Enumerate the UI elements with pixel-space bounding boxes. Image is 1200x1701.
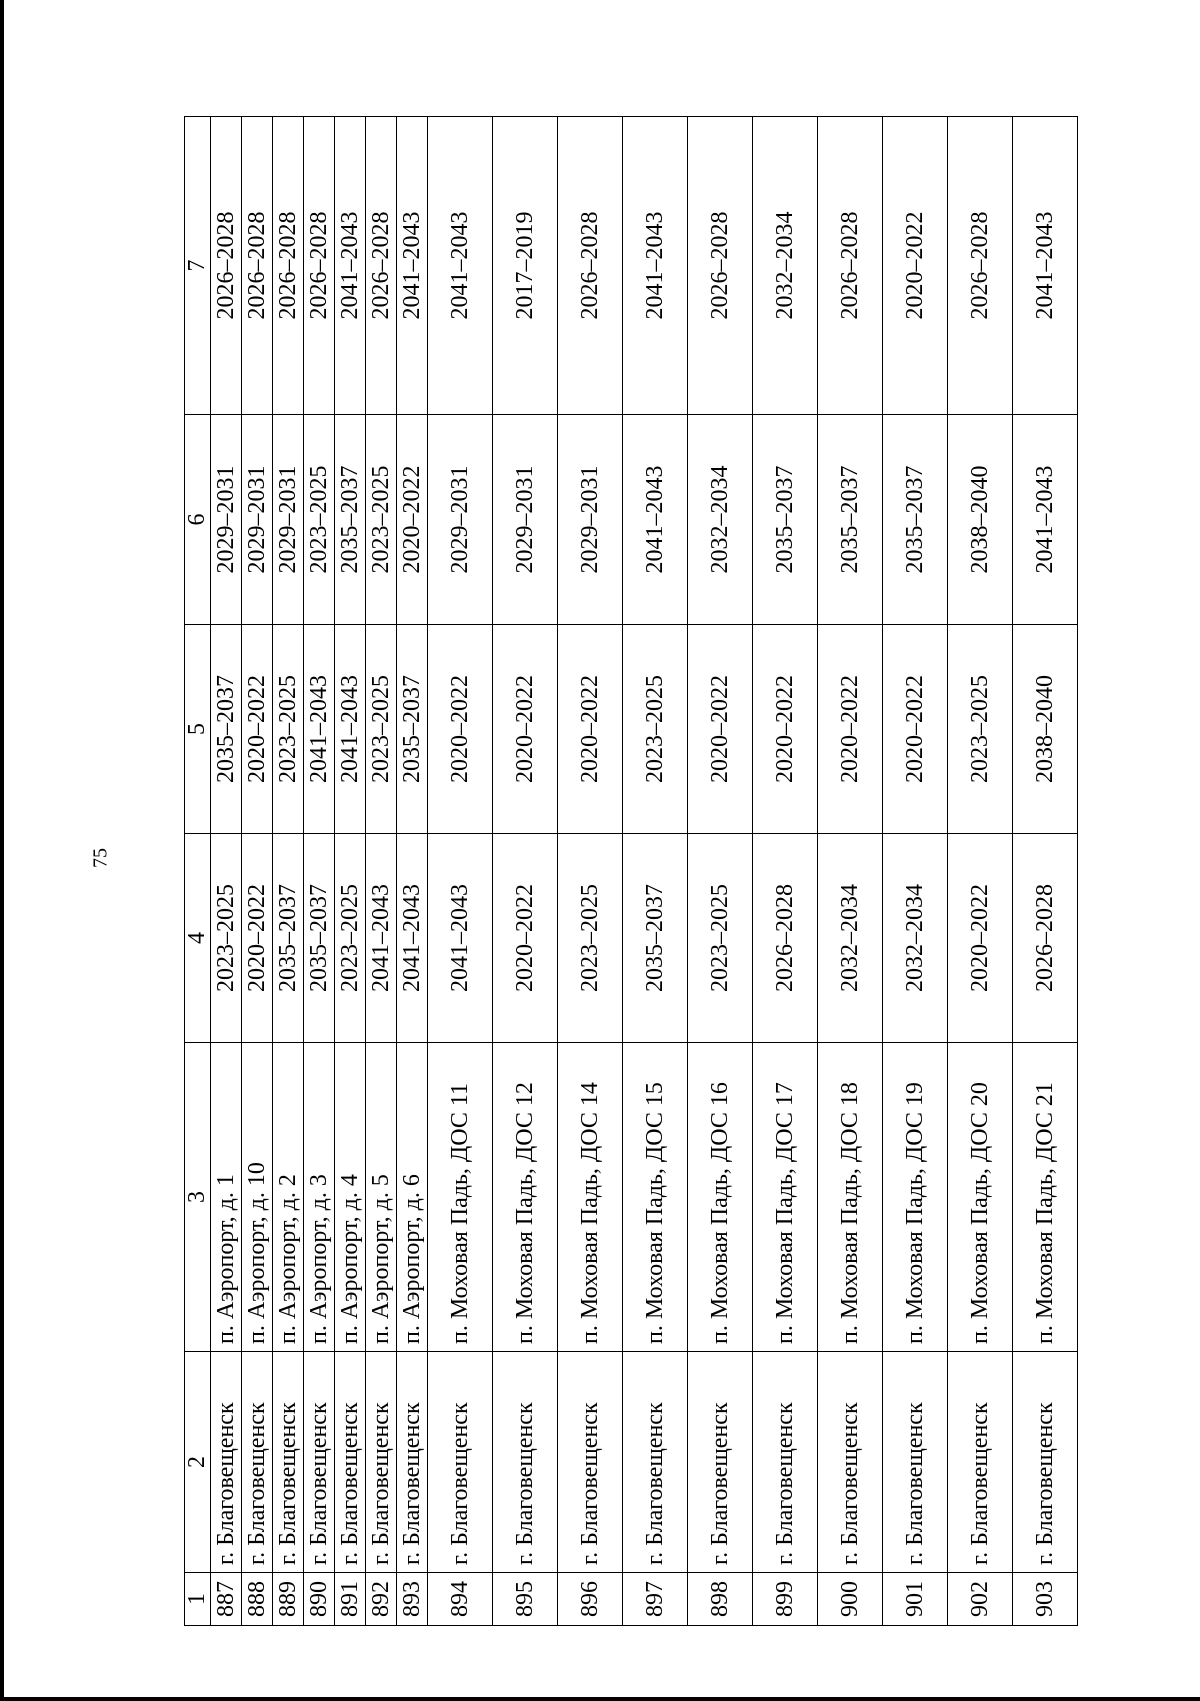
city-cell: г. Благовещенск (753, 1352, 818, 1573)
period-col5-cell: 2020–2022 (818, 625, 883, 834)
city-cell: г. Благовещенск (335, 1352, 366, 1573)
period-col4-cell: 2032–2034 (883, 834, 948, 1043)
row-number-cell: 891 (335, 1573, 366, 1626)
period-col7-cell: 2041–2043 (1013, 117, 1078, 415)
period-col7-cell: 2026–2028 (558, 117, 623, 415)
city-cell: г. Благовещенск (211, 1352, 242, 1573)
period-col5-cell: 2020–2022 (688, 625, 753, 834)
city-cell: г. Благовещенск (883, 1352, 948, 1573)
table-row (397, 117, 428, 1626)
row-number-cell: 903 (1013, 1573, 1078, 1626)
column-header-5: 5 (185, 625, 211, 834)
address-cell: п. Моховая Падь, ДОС 16 (688, 1043, 753, 1352)
period-col6-cell: 2029–2031 (211, 415, 242, 625)
address-cell: п. Аэропорт, д. 2 (273, 1043, 304, 1352)
period-col6-cell: 2029–2031 (493, 415, 558, 625)
column-header-6: 6 (185, 415, 211, 625)
period-col5-cell: 2023–2025 (948, 625, 1013, 834)
period-col6-cell: 2038–2040 (948, 415, 1013, 625)
period-col7-cell: 2026–2028 (242, 117, 273, 415)
city-cell: г. Благовещенск (493, 1352, 558, 1573)
page-number: 75 (89, 848, 112, 868)
period-col4-cell: 2041–2043 (397, 834, 428, 1043)
period-col4-cell: 2041–2043 (428, 834, 493, 1043)
period-col4-cell: 2035–2037 (273, 834, 304, 1043)
address-cell: п. Моховая Падь, ДОС 17 (753, 1043, 818, 1352)
period-col5-cell: 2038–2040 (1013, 625, 1078, 834)
row-number-cell: 893 (397, 1573, 428, 1626)
period-col6-cell: 2029–2031 (242, 415, 273, 625)
period-col7-cell: 2026–2028 (366, 117, 397, 415)
table-row (273, 117, 304, 1626)
row-number-cell: 888 (242, 1573, 273, 1626)
period-col5-cell: 2020–2022 (428, 625, 493, 834)
row-number-cell: 898 (688, 1573, 753, 1626)
city-cell: г. Благовещенск (366, 1352, 397, 1573)
city-cell: г. Благовещенск (304, 1352, 335, 1573)
table-row (428, 117, 493, 1626)
period-col7-cell: 2026–2028 (273, 117, 304, 415)
column-header-1: 1 (185, 1573, 211, 1626)
row-number-cell: 900 (818, 1573, 883, 1626)
period-col7-cell: 2026–2028 (818, 117, 883, 415)
period-col4-cell: 2035–2037 (623, 834, 688, 1043)
period-col4-cell: 2032–2034 (818, 834, 883, 1043)
table-row (304, 117, 335, 1626)
period-col4-cell: 2020–2022 (948, 834, 1013, 1043)
address-cell: п. Аэропорт, д. 6 (397, 1043, 428, 1352)
period-col4-cell: 2020–2022 (493, 834, 558, 1043)
period-col7-cell: 2026–2028 (304, 117, 335, 415)
address-cell: п. Моховая Падь, ДОС 20 (948, 1043, 1013, 1352)
period-col6-cell: 2035–2037 (818, 415, 883, 625)
row-number-cell: 896 (558, 1573, 623, 1626)
period-col5-cell: 2020–2022 (493, 625, 558, 834)
period-col5-cell: 2035–2037 (397, 625, 428, 834)
table-row (753, 117, 818, 1626)
address-cell: п. Моховая Падь, ДОС 12 (493, 1043, 558, 1352)
address-cell: п. Моховая Падь, ДОС 11 (428, 1043, 493, 1352)
row-number-cell: 892 (366, 1573, 397, 1626)
period-col7-cell: 2026–2028 (948, 117, 1013, 415)
address-cell: п. Моховая Падь, ДОС 18 (818, 1043, 883, 1352)
city-cell: г. Благовещенск (428, 1352, 493, 1573)
period-col6-cell: 2041–2043 (1013, 415, 1078, 625)
period-col6-cell: 2023–2025 (304, 415, 335, 625)
table-row (366, 117, 397, 1626)
period-col7-cell: 2020–2022 (883, 117, 948, 415)
row-number-cell: 897 (623, 1573, 688, 1626)
period-col7-cell: 2041–2043 (623, 117, 688, 415)
row-number-cell: 902 (948, 1573, 1013, 1626)
address-cell: п. Моховая Падь, ДОС 15 (623, 1043, 688, 1352)
period-col4-cell: 2026–2028 (1013, 834, 1078, 1043)
period-col5-cell: 2020–2022 (753, 625, 818, 834)
column-header-2: 2 (185, 1352, 211, 1573)
city-cell: г. Благовещенск (242, 1352, 273, 1573)
table-row (493, 117, 558, 1626)
period-col5-cell: 2020–2022 (883, 625, 948, 834)
period-col6-cell: 2029–2031 (428, 415, 493, 625)
period-col4-cell: 2041–2043 (366, 834, 397, 1043)
period-col7-cell: 2041–2043 (397, 117, 428, 415)
period-col4-cell: 2023–2025 (688, 834, 753, 1043)
address-cell: п. Аэропорт, д. 3 (304, 1043, 335, 1352)
column-header-3: 3 (185, 1043, 211, 1352)
address-cell: п. Аэропорт, д. 10 (242, 1043, 273, 1352)
city-cell: г. Благовещенск (397, 1352, 428, 1573)
address-cell: п. Аэропорт, д. 5 (366, 1043, 397, 1352)
period-col5-cell: 2041–2043 (304, 625, 335, 834)
city-cell: г. Благовещенск (688, 1352, 753, 1573)
period-col4-cell: 2026–2028 (753, 834, 818, 1043)
column-header-7: 7 (185, 117, 211, 415)
period-col5-cell: 2035–2037 (211, 625, 242, 834)
period-col6-cell: 2032–2034 (688, 415, 753, 625)
period-col4-cell: 2023–2025 (558, 834, 623, 1043)
city-cell: г. Благовещенск (273, 1352, 304, 1573)
city-cell: г. Благовещенск (558, 1352, 623, 1573)
period-col6-cell: 2035–2037 (335, 415, 366, 625)
period-col7-cell: 2017–2019 (493, 117, 558, 415)
period-col6-cell: 2029–2031 (558, 415, 623, 625)
row-number-cell: 894 (428, 1573, 493, 1626)
row-number-cell: 901 (883, 1573, 948, 1626)
table-header-row (185, 117, 211, 1626)
table-row (211, 117, 242, 1626)
period-col5-cell: 2020–2022 (558, 625, 623, 834)
address-cell: п. Моховая Падь, ДОС 21 (1013, 1043, 1078, 1352)
row-number-cell: 895 (493, 1573, 558, 1626)
city-cell: г. Благовещенск (623, 1352, 688, 1573)
period-col6-cell: 2035–2037 (883, 415, 948, 625)
table-row (948, 117, 1013, 1626)
period-col5-cell: 2023–2025 (623, 625, 688, 834)
period-col6-cell: 2041–2043 (623, 415, 688, 625)
period-col4-cell: 2023–2025 (335, 834, 366, 1043)
period-col5-cell: 2023–2025 (273, 625, 304, 834)
row-number-cell: 890 (304, 1573, 335, 1626)
table-row (558, 117, 623, 1626)
city-cell: г. Благовещенск (948, 1352, 1013, 1573)
period-col6-cell: 2029–2031 (273, 415, 304, 625)
row-number-cell: 889 (273, 1573, 304, 1626)
period-col4-cell: 2035–2037 (304, 834, 335, 1043)
table-row (1013, 117, 1078, 1626)
table-row (818, 117, 883, 1626)
table-row (335, 117, 366, 1626)
schedule-table (184, 116, 1078, 1626)
city-cell: г. Благовещенск (818, 1352, 883, 1573)
address-cell: п. Аэропорт, д. 4 (335, 1043, 366, 1352)
address-cell: п. Моховая Падь, ДОС 14 (558, 1043, 623, 1352)
period-col7-cell: 2026–2028 (688, 117, 753, 415)
period-col7-cell: 2041–2043 (335, 117, 366, 415)
table-container (184, 117, 1058, 1626)
period-col6-cell: 2020–2022 (397, 415, 428, 625)
table-row (688, 117, 753, 1626)
period-col5-cell: 2020–2022 (242, 625, 273, 834)
period-col4-cell: 2023–2025 (211, 834, 242, 1043)
address-cell: п. Моховая Падь, ДОС 19 (883, 1043, 948, 1352)
table-body (185, 117, 1078, 1626)
table-row (242, 117, 273, 1626)
period-col7-cell: 2032–2034 (753, 117, 818, 415)
period-col7-cell: 2026–2028 (211, 117, 242, 415)
period-col4-cell: 2020–2022 (242, 834, 273, 1043)
row-number-cell: 887 (211, 1573, 242, 1626)
row-number-cell: 899 (753, 1573, 818, 1626)
address-cell: п. Аэропорт, д. 1 (211, 1043, 242, 1352)
period-col6-cell: 2035–2037 (753, 415, 818, 625)
column-header-4: 4 (185, 834, 211, 1043)
period-col6-cell: 2023–2025 (366, 415, 397, 625)
table-row (883, 117, 948, 1626)
period-col5-cell: 2023–2025 (366, 625, 397, 834)
period-col7-cell: 2041–2043 (428, 117, 493, 415)
city-cell: г. Благовещенск (1013, 1352, 1078, 1573)
period-col5-cell: 2041–2043 (335, 625, 366, 834)
table-row (623, 117, 688, 1626)
